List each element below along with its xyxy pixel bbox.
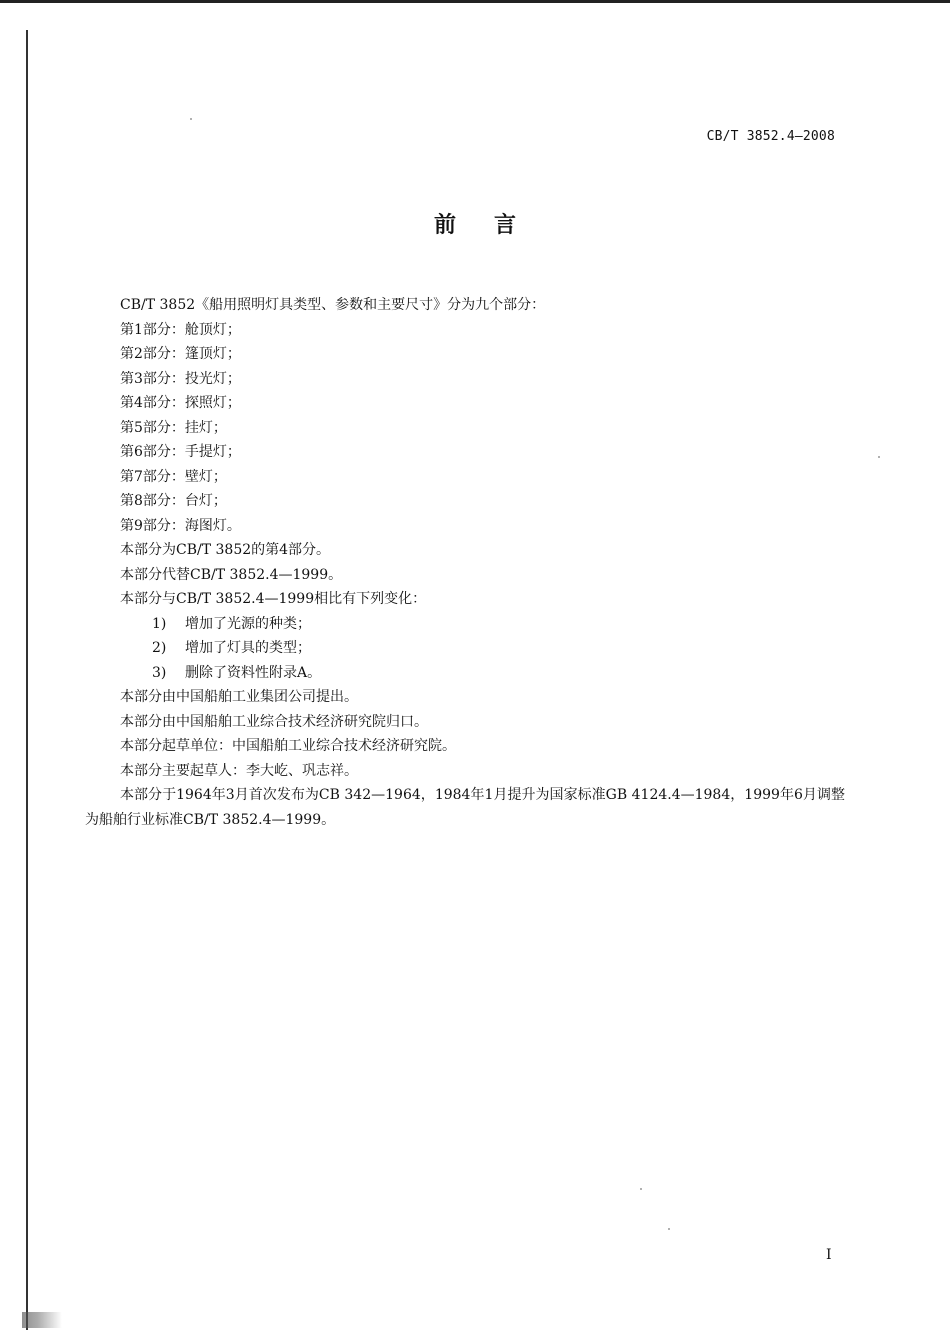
changes-intro: 本部分与CB/T 3852.4—1999相比有下列变化： bbox=[120, 591, 427, 607]
scan-dust bbox=[190, 118, 192, 120]
change-number: 1) bbox=[152, 615, 167, 632]
history-paragraph: 本部分于1964年3月首次发布为CB 342—1964，1984年1月提升为国家标准GB 4124.4—1984，1999年6月调整为船舶行业标准CB/T 3852.4—1999。 bbox=[85, 787, 845, 828]
drafting-unit: 本部分起草单位：中国船舶工业综合技术经济研究院。 bbox=[120, 738, 456, 754]
intro-line: CB/T 3852《船用照明灯具类型、参数和主要尺寸》分为九个部分： bbox=[120, 297, 546, 313]
part-item: 第5部分：挂灯； bbox=[120, 419, 227, 436]
proposed-by: 本部分由中国船舶工业集团公司提出。 bbox=[120, 689, 358, 705]
part-item: 第4部分：探照灯； bbox=[120, 395, 241, 411]
change-item bbox=[85, 661, 845, 686]
change-number: 2) bbox=[152, 640, 167, 656]
change-text: 增加了灯具的类型； bbox=[185, 640, 311, 656]
part-item: 第7部分：壁灯； bbox=[120, 468, 227, 485]
part-item: 第8部分：台灯； bbox=[120, 493, 227, 509]
scan-dust bbox=[640, 1188, 642, 1190]
scan-dust bbox=[668, 1228, 670, 1230]
change-item bbox=[85, 636, 845, 661]
replaces-statement: 本部分代替CB/T 3852.4—1999。 bbox=[120, 566, 343, 583]
part-item: 第3部分：投光灯； bbox=[120, 370, 241, 387]
scan-smudge bbox=[22, 1312, 62, 1328]
part-item: 第9部分：海图灯。 bbox=[120, 517, 241, 534]
page-title: 前言 bbox=[433, 213, 554, 238]
part-item: 第6部分：手提灯； bbox=[120, 444, 241, 460]
change-number: 3) bbox=[152, 664, 167, 681]
top-border-rule bbox=[0, 0, 950, 3]
part-item: 第1部分：舱顶灯； bbox=[120, 321, 241, 338]
standard-code: CB/T 3852.4—2008 bbox=[706, 129, 835, 144]
drafters: 本部分主要起草人：李大屹、巩志祥。 bbox=[120, 762, 358, 779]
this-part-statement: 本部分为CB/T 3852的第4部分。 bbox=[120, 542, 331, 558]
managed-by: 本部分由中国船舶工业综合技术经济研究院归口。 bbox=[120, 713, 428, 730]
part-item: 第2部分：篷顶灯； bbox=[120, 346, 241, 362]
change-item bbox=[85, 612, 845, 637]
scan-dust bbox=[878, 456, 880, 458]
change-text: 增加了光源的种类； bbox=[185, 615, 311, 632]
change-text: 删除了资料性附录A。 bbox=[185, 664, 322, 681]
foreword-body bbox=[85, 293, 845, 832]
page-number: I bbox=[826, 1247, 832, 1263]
